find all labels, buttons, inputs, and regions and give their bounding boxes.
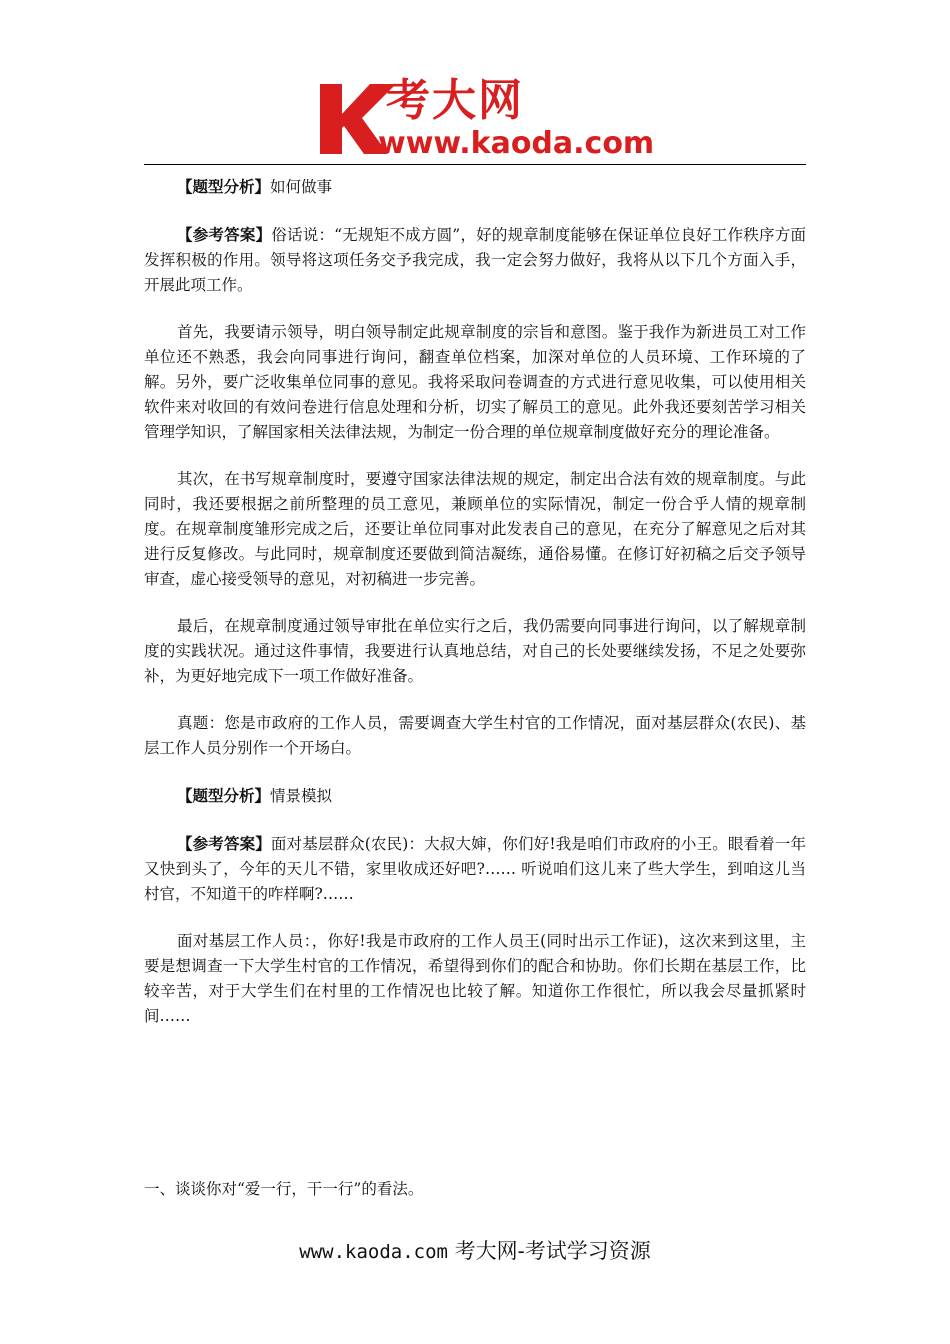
paragraph-type-analysis-1: 【题型分析】如何做事 [177,177,333,196]
footer-url: www.kaoda.com [299,1241,448,1263]
footer-text: 考大网-考试学习资源 [447,1239,651,1263]
paragraph-first-step: 首先，我要请示领导，明白领导制定此规章制度的宗旨和意图。鉴于我作为新进员工对工作单位还不熟悉，我会向同事进行询问，翻查单位档案，加深对单位的人员环境、工作环境的了解。另外，要广泛收集单位同事的意见。我将采取问卷调查的方式进行意见收集，可以使用相关软件来对收回的有效问卷进行信息处理和分析，切实了解员工的意见。此外我还要刻苦学习相关管理学知识，了解国家相关法律法规，为制定一份合理的单位规章制度做好充分的理论准备。 [144,323,806,441]
paragraph-final-step: 最后，在规章制度通过领导审批在单位实行之后，我仍需要向同事进行询问，以了解规章制度的实践状况。通过这件事情，我要进行认真地总结，对自己的长处要继续发扬，不足之处要弥补，为更好地完成下一项工作做好准备。 [144,617,806,685]
logo-chinese-text: 考大网 [386,75,524,126]
page-footer [0,1236,950,1267]
header-divider [144,164,806,165]
paragraph-reference-answer-2: 【参考答案】面对基层群众(农民)：大叔大婶，你们好!我是咱们市政府的小王。眼看着一年又快到头了，今年的天儿不错，家里收成还好吧?…… 听说咱们这儿来了些大学生，到咱这儿当村官，不知道干的咋样啊?…… [144,834,806,903]
paragraph-staff-opening: 面对基层工作人员：，你好!我是市政府的工作人员王(同时出示工作证)，这次来到这里，主要是想调查一下大学生村官的工作情况，希望得到你们的配合和协助。你们长期在基层工作，比较辛苦，对于大学生们在村里的工作情况也比较了解。知道你工作很忙，所以我会尽量抓紧时间…… [144,932,806,1025]
page-header [0,70,950,170]
logo-url-text: www.kaoda.com [378,126,655,161]
paragraph-second-step: 其次，在书写规章制度时，要遵守国家法律法规的规定，制定出合法有效的规章制度。与此同时，我还要根据之前所整理的员工意见，兼顾单位的实际情况，制定一份合乎人情的规章制度。在规章制度雏形完成之后，还要让单位同事对此发表自己的意见，在充分了解意见之后对其进行反复修改。与此同时，规章制度还要做到简洁凝练，通俗易懂。在修订好初稿之后交予领导审查，虚心接受领导的意见，对初稿进一步完善。 [144,470,806,588]
question-item-1: 一、谈谈你对“爱一行，干一行”的看法。 [144,1180,424,1198]
paragraph-reference-answer-1: 【参考答案】俗话说：“无规矩不成方圆”，好的规章制度能够在保证单位良好工作秩序方面发挥积极的作用。领导将这项任务交予我完成，我一定会努力做好，我将从以下几个方面入手，开展此项工作。 [144,225,806,294]
paragraph-real-question: 真题：您是市政府的工作人员，需要调查大学生村官的工作情况，面对基层群众(农民)、基层工作人员分别作一个开场白。 [144,714,806,757]
document-body [144,174,806,1029]
paragraph-type-analysis-2: 【题型分析】情景模拟 [177,786,333,805]
